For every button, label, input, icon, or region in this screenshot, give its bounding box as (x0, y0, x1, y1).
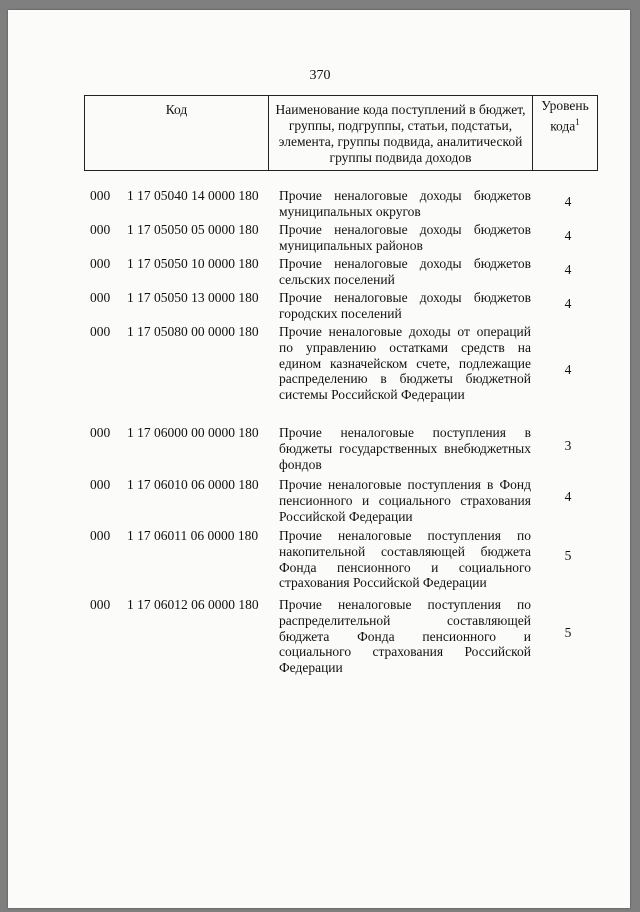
row-admin: 000 (90, 290, 111, 305)
row-code: 1 17 05050 13 0000 180 (127, 290, 259, 305)
row-admin: 000 (90, 477, 111, 492)
row-name: Прочие неналоговые поступления в бюджеты государственных внебюджетных фондов (279, 425, 531, 472)
row-level: 5 (564, 625, 572, 640)
row-admin: 000 (90, 528, 111, 543)
header-code: Код (85, 96, 269, 170)
header-level-footnote: 1 (575, 117, 580, 127)
row-code: 1 17 06012 06 0000 180 (127, 597, 259, 612)
row-code: 1 17 06011 06 0000 180 (127, 528, 259, 543)
table-header (84, 95, 598, 171)
row-level: 3 (564, 438, 572, 453)
row-name: Прочие неналоговые доходы от операций по управлению остатками средств на едином казначейском счете, подлежащие распределению в бюджеты бюджетной системы Российской Федерации (279, 324, 531, 403)
row-code: 1 17 06000 00 0000 180 (127, 425, 259, 440)
row-name: Прочие неналоговые поступления в Фонд пенсионного и социального страхования Российской Федерации (279, 477, 531, 524)
row-admin: 000 (90, 188, 111, 203)
page-number: 370 (309, 68, 331, 83)
row-level: 4 (564, 362, 572, 377)
row-admin: 000 (90, 425, 111, 440)
row-name: Прочие неналоговые доходы бюджетов муниципальных районов (279, 222, 531, 253)
row-admin: 000 (90, 324, 111, 339)
row-code: 1 17 06010 06 0000 180 (127, 477, 259, 492)
row-admin: 000 (90, 256, 111, 271)
header-level (533, 96, 597, 170)
row-name: Прочие неналоговые доходы бюджетов городских поселений (279, 290, 531, 321)
row-admin: 000 (90, 222, 111, 237)
row-code: 1 17 05050 10 0000 180 (127, 256, 259, 271)
row-level: 4 (564, 262, 572, 277)
row-level: 5 (564, 548, 572, 563)
row-name: Прочие неналоговые доходы бюджетов сельских поселений (279, 256, 531, 287)
row-name: Прочие неналоговые поступления по накопительной составляющей бюджета Фонда пенсионного и социального страхования Российской Федерации (279, 528, 531, 591)
row-level: 4 (564, 194, 572, 209)
row-code: 1 17 05080 00 0000 180 (127, 324, 259, 339)
row-admin: 000 (90, 597, 111, 612)
header-name: Наименование кода поступлений в бюджет, группы, подгруппы, статьи, подстатьи, элемента, группы подвида, аналитической группы подвида доходов (269, 96, 533, 170)
row-name: Прочие неналоговые доходы бюджетов муниципальных округов (279, 188, 531, 219)
header-level-label: Уровень кода (541, 98, 589, 134)
row-level: 4 (564, 296, 572, 311)
row-name: Прочие неналоговые поступления по распределительной составляющей бюджета Фонда пенсионного и социального страхования Российской Федерации (279, 597, 531, 676)
row-code: 1 17 05050 05 0000 180 (127, 222, 259, 237)
row-level: 4 (564, 228, 572, 243)
row-code: 1 17 05040 14 0000 180 (127, 188, 259, 203)
row-level: 4 (564, 489, 572, 504)
